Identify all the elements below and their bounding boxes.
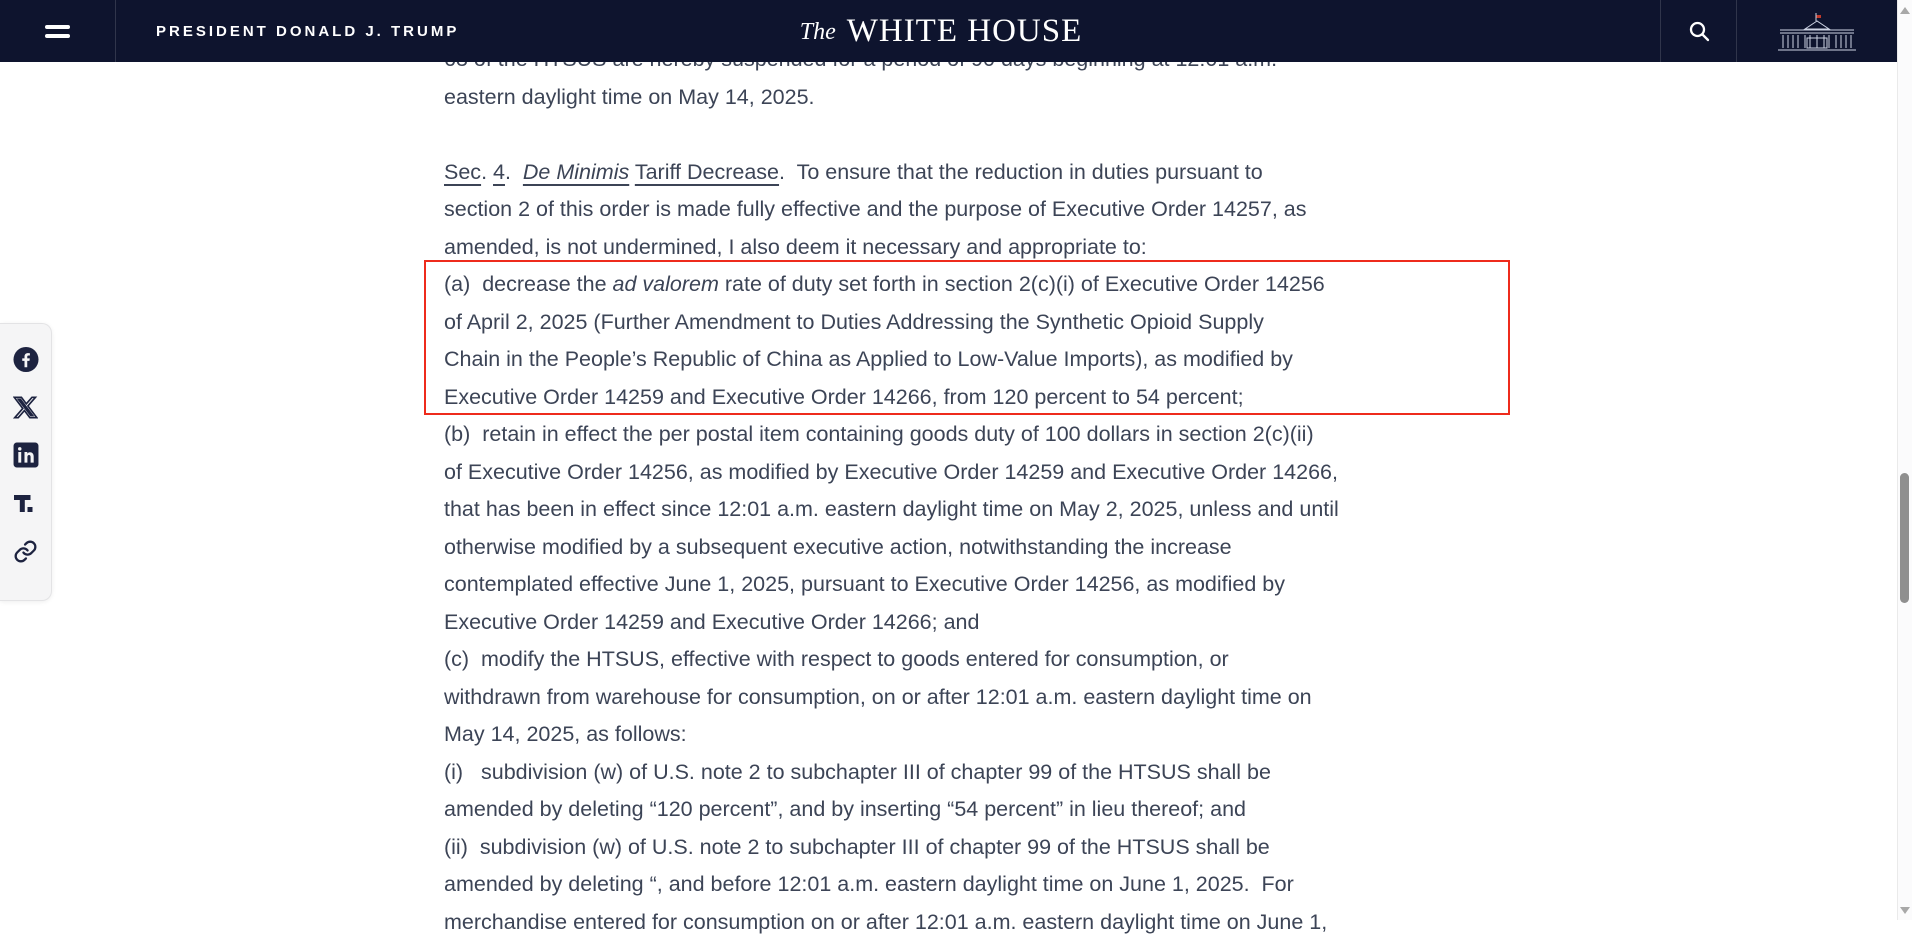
- article-line: May 14, 2025, as follows:: [444, 716, 1544, 754]
- share-copy-link-button[interactable]: [13, 538, 39, 564]
- article-line: (c) modify the HTSUS, effective with respect to goods entered for consumption, or: [444, 641, 1544, 679]
- white-house-building-icon: [1774, 8, 1860, 54]
- article-line: of April 2, 2025 (Further Amendment to Duties Addressing the Synthetic Opioid Supply: [444, 304, 1544, 342]
- facebook-icon: [13, 346, 39, 373]
- article-line: Executive Order 14259 and Executive Order 14266, from 120 percent to 54 percent;: [444, 379, 1544, 417]
- article-text: [444, 41, 1544, 941]
- article-line: Chain in the People’s Republic of China as Applied to Low-Value Imports), as modified by: [444, 341, 1544, 379]
- scrollbar[interactable]: [1897, 0, 1912, 920]
- article-line: amended by deleting “120 percent”, and by inserting “54 percent” in lieu thereof; and: [444, 791, 1544, 829]
- article-line: (ii) subdivision (w) of U.S. note 2 to subchapter III of chapter 99 of the HTSUS shall be: [444, 829, 1544, 867]
- share-linkedin-button[interactable]: [13, 442, 39, 468]
- article-line: (i) subdivision (w) of U.S. note 2 to subchapter III of chapter 99 of the HTSUS shall be: [444, 754, 1544, 792]
- search-button[interactable]: [1660, 0, 1737, 62]
- article-line: Executive Order 14259 and Executive Order 14266; and: [444, 604, 1544, 642]
- article-line: that has been in effect since 12:01 a.m. eastern daylight time on May 2, 2025, unless and until: [444, 491, 1544, 529]
- article-line: (a) decrease the ad valorem rate of duty set forth in section 2(c)(i) of Executive Order 14256: [444, 266, 1544, 304]
- article-line: Sec. 4. De Minimis Tariff Decrease. To ensure that the reduction in duties pursuant to: [444, 154, 1544, 192]
- share-sidebar: [0, 323, 52, 601]
- article-line: amended, is not undermined, I also deem it necessary and appropriate to:: [444, 229, 1544, 267]
- white-house-building-button[interactable]: [1737, 0, 1897, 62]
- scrollbar-thumb[interactable]: [1900, 473, 1909, 603]
- scrollbar-down-arrow-icon[interactable]: [1900, 907, 1910, 914]
- article-line: (b) retain in effect the per postal item containing goods duty of 100 dollars in section 2(c)(ii): [444, 416, 1544, 454]
- link-icon: [13, 539, 38, 564]
- truth-social-icon: [13, 491, 38, 516]
- article-line: contemplated effective June 1, 2025, pursuant to Executive Order 14256, as modified by: [444, 566, 1544, 604]
- article-line: eastern daylight time on May 14, 2025.: [444, 79, 1544, 117]
- site-header: [0, 0, 1897, 62]
- article-line: merchandise entered for consumption on or after 12:01 a.m. eastern daylight time on June 1,: [444, 904, 1544, 941]
- article-line: of Executive Order 14256, as modified by Executive Order 14259 and Executive Order 14266,: [444, 454, 1544, 492]
- article-line: [444, 116, 1544, 154]
- article-line: section 2 of this order is made fully effective and the purpose of Executive Order 14257, as: [444, 191, 1544, 229]
- share-x-button[interactable]: [13, 394, 39, 420]
- article-line: amended by deleting “, and before 12:01 a.m. eastern daylight time on June 1, 2025. For: [444, 866, 1544, 904]
- white-house-logo[interactable]: [0, 0, 1882, 62]
- share-facebook-button[interactable]: [13, 346, 39, 372]
- x-twitter-icon: [13, 395, 38, 420]
- article-line: otherwise modified by a subsequent executive action, notwithstanding the increase: [444, 529, 1544, 567]
- linkedin-icon: [13, 442, 39, 468]
- search-icon: [1687, 19, 1711, 43]
- scrollbar-up-arrow-icon[interactable]: [1900, 7, 1910, 14]
- logo-the: The: [800, 17, 836, 46]
- article-line: withdrawn from warehouse for consumption, on or after 12:01 a.m. eastern daylight time on: [444, 679, 1544, 717]
- header-title: PRESIDENT DONALD J. TRUMP: [156, 0, 459, 62]
- share-truth-social-button[interactable]: [13, 490, 39, 516]
- logo-main: WHITE HOUSE: [847, 13, 1083, 50]
